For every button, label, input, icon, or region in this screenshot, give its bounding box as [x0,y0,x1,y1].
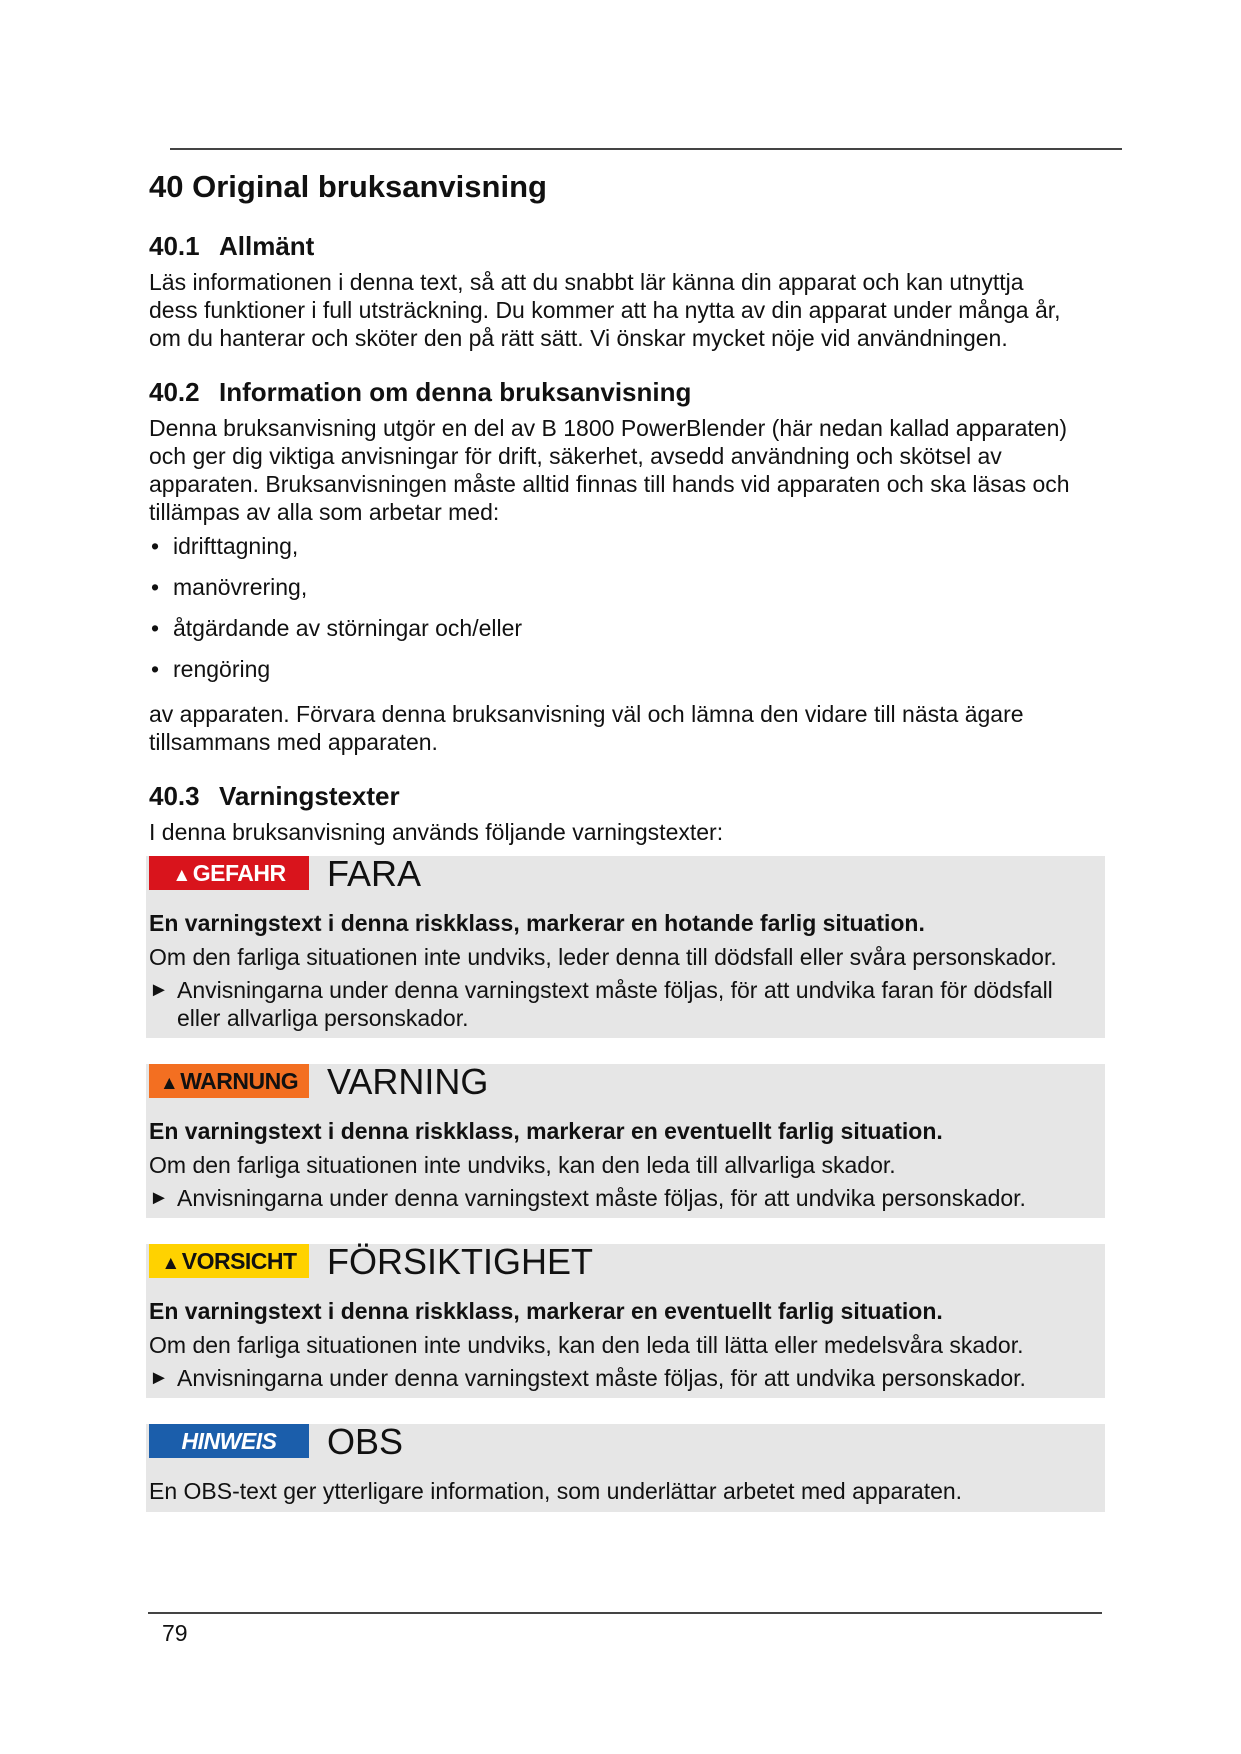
box-text: Om den farliga situationen inte undviks, kan den leda till lätta eller medelsvåra skador. [149,1332,1024,1358]
list-item: • åtgärdande av störningar och/eller [151,615,523,641]
box-action: ► Anvisningarna under denna varningstext måste följas, för att undvika personskador. [149,1365,1026,1391]
paragraph-line: av apparaten. Förvara denna bruksanvisning väl och lämna den vidare till nästa ägare [149,701,1024,727]
list-item: • rengöring [151,656,271,682]
list-item: • idrifttagning, [151,533,299,559]
page-title: 40 Original bruksanvisning [149,169,547,204]
paragraph-line: dess funktioner i full utsträckning. Du kommer att ha nytta av din apparat under många år, [149,297,1061,323]
section-number: 40.1 [149,231,200,261]
bullet-icon: • [151,656,160,682]
warning-triangle-icon: ▲ [159,1073,179,1094]
bullet-list [149,532,1109,696]
bullet-icon: • [151,533,160,559]
box-title: FÖRSIKTIGHET [327,1241,594,1282]
header-rule [170,148,1122,150]
box-lead: En varningstext i denna riskklass, markerar en eventuellt farlig situation. [149,1298,943,1324]
paragraph-line: tillsammans med apparaten. [149,729,438,755]
box-title: OBS [327,1421,404,1462]
warning-box [146,1061,1105,1218]
footer-rule [148,1612,1102,1614]
section-heading-allmant [149,228,1109,264]
paragraph-line: om du hanterar och sköter den på rätt sätt. Vi önskar mycket nöje vid användningen. [149,325,1008,351]
paragraph-line: apparaten. Bruksanvisningen måste alltid finnas till hands vid apparaten och ska läsas och [149,471,1070,497]
box-text: En OBS-text ger ytterligare information, som underlättar arbetet med apparaten. [149,1478,963,1504]
arrow-right-icon: ► [149,979,169,1001]
section-heading-varningstexter [149,778,1109,814]
list-item: • manövrering, [151,574,308,600]
box-title: FARA [327,853,422,894]
warning-badge: ▲WARNUNG [149,1064,309,1098]
warning-triangle-icon: ▲ [172,865,191,886]
paragraph-line: Läs informationen i denna text, så att du snabbt lär känna din apparat och kan utnyttja [149,269,1024,295]
caution-badge: ▲VORSICHT [149,1244,309,1278]
page-content [149,158,1109,1512]
box-header [149,1421,1105,1476]
box-lead: En varningstext i denna riskklass, markerar en hotande farlig situation. [149,910,925,936]
warning-triangle-icon: ▲ [161,1253,180,1274]
section-heading-information [149,374,1109,410]
notice-box [146,1421,1105,1512]
box-text: Om den farliga situationen inte undviks, kan den leda till allvarliga skador. [149,1152,896,1178]
box-lead: En varningstext i denna riskklass, markerar en eventuellt farlig situation. [149,1118,943,1144]
bullet-icon: • [151,615,160,641]
paragraph-line: och ger dig viktiga anvisningar för drift, säkerhet, avsedd användning och skötsel av [149,443,1002,469]
box-title: VARNING [327,1061,489,1102]
box-action: ► Anvisningarna under denna varningstext måste följas, för att undvika faran för dödsfall eller allvarliga personskador. [149,977,1053,1031]
page-number: 79 [162,1620,188,1646]
arrow-right-icon: ► [149,1187,169,1209]
section-title: Information om denna bruksanvisning [219,377,692,407]
box-header [149,1241,1105,1296]
section-title: Allmänt [219,231,315,261]
box-header [149,853,1105,908]
paragraph-line: I denna bruksanvisning används följande varningstexter: [149,819,724,845]
caution-box [146,1241,1105,1398]
box-action: ► Anvisningarna under denna varningstext måste följas, för att undvika personskador. [149,1185,1026,1211]
danger-badge: ▲GEFAHR [149,856,309,890]
section-number: 40.2 [149,377,200,407]
section-number: 40.3 [149,781,200,811]
box-text: Om den farliga situationen inte undviks, leder denna till dödsfall eller svåra personskador. [149,944,1057,970]
danger-box [146,853,1105,1038]
section-title: Varningstexter [219,781,400,811]
box-header [149,1061,1105,1116]
bullet-icon: • [151,574,160,600]
notice-badge: HINWEIS [149,1424,309,1458]
paragraph-line: Denna bruksanvisning utgör en del av B 1800 PowerBlender (här nedan kallad apparaten) [149,415,1068,441]
paragraph-line: tillämpas av alla som arbetar med: [149,499,500,525]
arrow-right-icon: ► [149,1367,169,1389]
